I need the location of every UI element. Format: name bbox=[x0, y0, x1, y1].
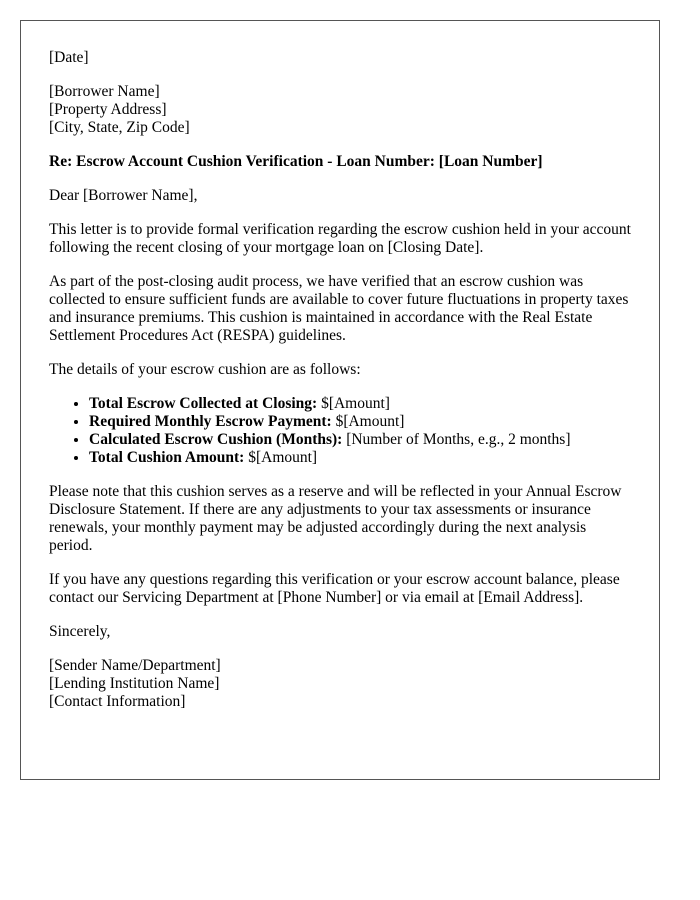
list-item bbox=[89, 431, 631, 449]
detail-value: $[Amount] bbox=[244, 449, 318, 466]
detail-label: Required Monthly Escrow Payment: bbox=[89, 413, 332, 430]
recipient-city: [City, State, Zip Code] bbox=[49, 119, 190, 136]
recipient-name: [Borrower Name] bbox=[49, 83, 160, 100]
salutation: Dear [Borrower Name], bbox=[49, 187, 198, 204]
paragraph-audit: As part of the post-closing audit process, we have verified that an escrow cushion was collected to ensure sufficient funds are available to cover future fluctuations in property taxes and insurance premiums. This cushion is maintained in accordance with the Real Estate Settlement Procedures Act (RESPA) guidelines. bbox=[49, 273, 629, 344]
paragraph-intro: This letter is to provide formal verification regarding the escrow cushion held in your account following the recent closing of your mortgage loan on [Closing Date]. bbox=[49, 221, 631, 256]
closing: Sincerely, bbox=[49, 623, 111, 640]
signature-contact: [Contact Information] bbox=[49, 693, 186, 710]
list-item bbox=[89, 449, 631, 467]
recipient-block bbox=[49, 83, 631, 137]
recipient-address: [Property Address] bbox=[49, 101, 167, 118]
subject-line: Re: Escrow Account Cushion Verification - Loan Number: [Loan Number] bbox=[49, 153, 543, 170]
list-item bbox=[89, 395, 631, 413]
paragraph-note: Please note that this cushion serves as a reserve and will be reflected in your Annual Escrow Disclosure Statement. If there are any adjustments to your tax assessments or insurance renewals, your monthly payment may be adjusted accordingly during the next analysis period. bbox=[49, 483, 622, 554]
detail-value: $[Amount] bbox=[317, 395, 390, 412]
letter-date: [Date] bbox=[49, 49, 89, 66]
signature-block bbox=[49, 657, 631, 711]
detail-label: Calculated Escrow Cushion (Months): bbox=[89, 431, 343, 448]
paragraph-contact: If you have any questions regarding this verification or your escrow account balance, please contact our Servicing Department at [Phone Number] or via email at [Email Address]. bbox=[49, 571, 620, 606]
detail-value: [Number of Months, e.g., 2 months] bbox=[342, 431, 571, 448]
letter-page bbox=[20, 20, 660, 780]
details-list bbox=[49, 395, 631, 467]
detail-label: Total Cushion Amount: bbox=[89, 449, 245, 466]
signature-sender: [Sender Name/Department] bbox=[49, 657, 221, 674]
detail-label: Total Escrow Collected at Closing: bbox=[89, 395, 318, 412]
list-item bbox=[89, 413, 631, 431]
details-intro: The details of your escrow cushion are as follows: bbox=[49, 361, 361, 378]
signature-institution: [Lending Institution Name] bbox=[49, 675, 220, 692]
detail-value: $[Amount] bbox=[331, 413, 405, 430]
